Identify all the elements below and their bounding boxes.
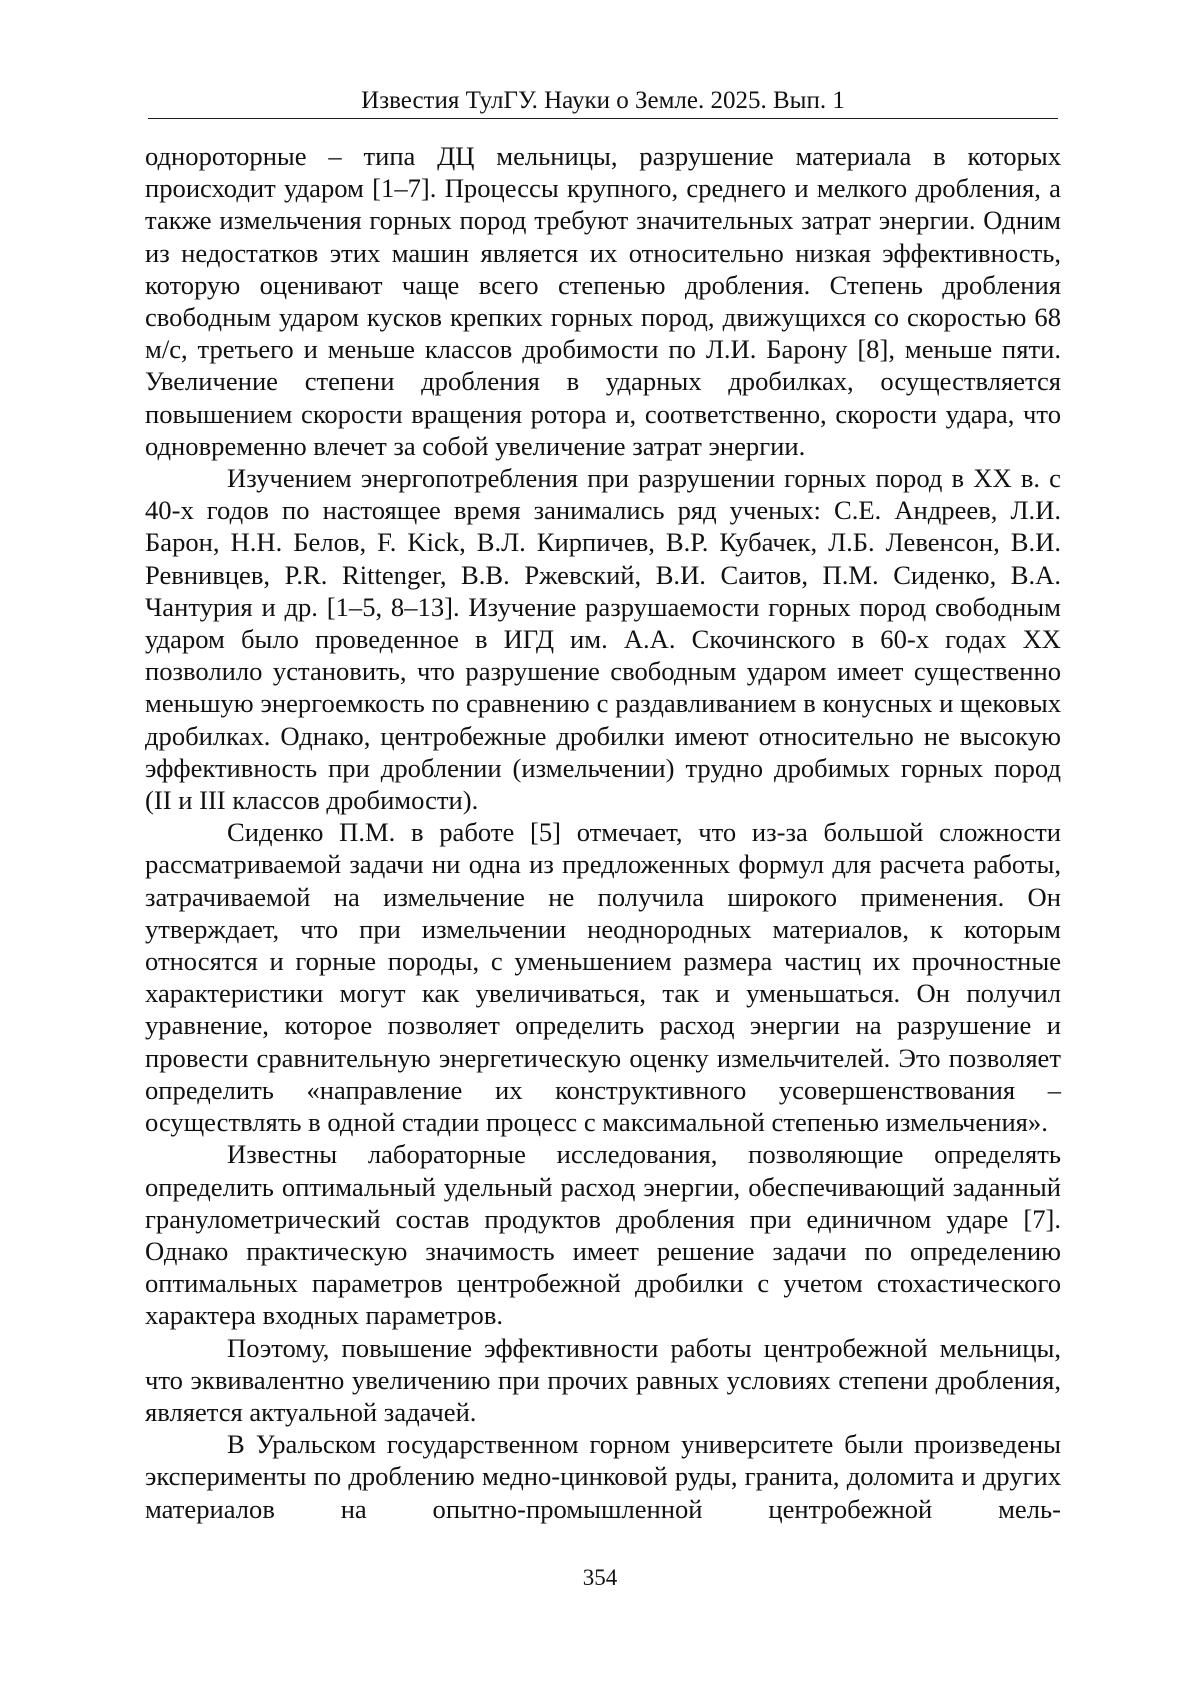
paragraph-sidenko: Сиденко П.М. в работе [5] отмечает, что из-за большой сложности рассматриваемой задачи ни одна из предложенных формул для расчета работы, затрачиваемой на измельчение не получила широкого применения. Он утверждает, что при измельчении неоднородных материалов, к которым относятся и горные породы, с уменьшением размера частиц их прочностные характеристики могут как увеличиваться, так и уменьшаться. Он получил уравнение, которое позволяет определить расход энергии на разрушение и провести сравнительную энергетическую оценку измельчителей. Это позволяет определить «направление их конструктивного усовершенствования – осуществлять в одной стадии процесс с максимальной степенью измельчения». xyxy=(145,817,1061,1138)
paragraph-energy-research: Изучением энергопотребления при разрушении горных пород в XX в. с 40-х годов по настоящее время занимались ряд ученых: С.Е. Андреев, Л.И. Барон, Н.Н. Белов, F. Kick, В.Л. Кирпичев, В.Р. Кубачек, Л.Б. Левенсон, В.И. Ревнивцев, P.R. Rittenger, В.В. Ржевский, В.И. Саитов, П.М. Сиденко, В.А. Чантурия и др. [1–5, 8–13]. Изучение разрушаемости горных пород свободным ударом было проведенное в ИГД им. А.А. Скочинского в 60-х годах XX позволило установить, что разрушение свободным ударом имеет существенно меньшую энергоемкость по сравнению с раздавливанием в конусных и щековых дробилках. Однако, центробежные дробилки имеют относительно не высокую эффективность при дроблении (измельчении) трудно дробимых горных пород (II и III классов дробимости). xyxy=(145,463,1061,816)
paragraph-relevance: Поэтому, повышение эффективности работы центробежной мельницы, что эквивалентно увеличению при прочих равных условиях степени дробления, является актуальной задачей. xyxy=(145,1332,1061,1427)
article-body xyxy=(145,140,1061,1525)
running-header: Известия ТулГУ. Науки о Земле. 2025. Вып. 1 xyxy=(361,87,845,114)
header-divider xyxy=(148,118,1058,119)
paragraph-ural-experiments: В Уральском государственном горном университете были произведены эксперименты по дроблению медно-цинковой руды, гранита, доломита и других материалов на опытно-промышленной центробежной мель- xyxy=(145,1429,1061,1524)
page-number: 354 xyxy=(582,1565,618,1590)
paragraph-continuation: однороторные – типа ДЦ мельницы, разрушение материала в которых происходит ударом [1–7]. Процессы крупного, среднего и мелкого дробления, а также измельчения горных пород требуют значительных затрат энергии. Одним из недостатков этих машин является их относительно низкая эффективность, которую оценивают чаще всего степенью дробления. Степень дробления свободным ударом кусков крепких горных пород, движущихся со скоростью 68 м/с, третьего и меньше классов дробимости по Л.И. Барону [8], меньше пяти. Увеличение степени дробления в ударных дробилках, осуществляется повышением скорости вращения ротора и, соответственно, скорости удара, что одновременно влечет за собой увеличение затрат энергии. xyxy=(145,141,1061,461)
paragraph-lab-studies: Известны лабораторные исследования, позволяющие определять определить оптимальный удельный расход энергии, обеспечивающий заданный гранулометрический состав продуктов дробления при единичном ударе [7]. Однако практическую значимость имеет решение задачи по определению оптимальных параметров центробежной дробилки с учетом стохастического характера входных параметров. xyxy=(145,1139,1061,1331)
